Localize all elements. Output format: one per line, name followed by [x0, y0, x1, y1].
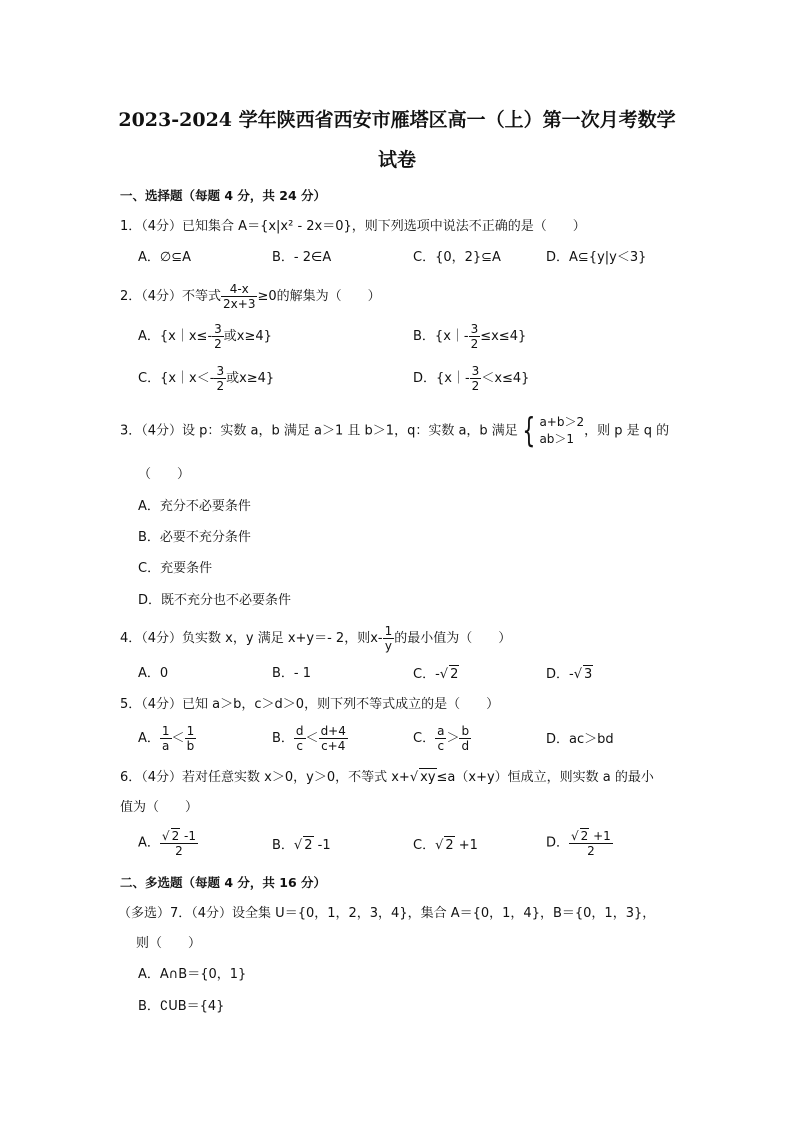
q5-c-d1: c: [437, 739, 445, 753]
q3-option-c: C．充要条件: [138, 561, 213, 576]
q5-b-d1: c: [296, 739, 304, 753]
exam-title-line1: 2023-2024 学年陕西省西安市雁塔区高一（上）第一次月考数学: [118, 109, 676, 131]
q5-a-rel: ＜: [171, 731, 185, 746]
question-2-stem: [120, 282, 381, 311]
q2-d-den: 2: [471, 379, 480, 393]
q2-a-pre: A．{x｜x≤-: [138, 329, 213, 344]
q7-option-b: B．∁UB＝{4}: [138, 999, 225, 1014]
q5-b-rel: ＜: [305, 731, 319, 746]
q2-b-fraction: [469, 322, 481, 351]
q2-d-post: ＜x≤4}: [481, 371, 530, 386]
q6-d-radicand: 2: [580, 829, 589, 843]
q4-frac-num: 1: [384, 624, 393, 638]
q2-c-num: 3: [216, 364, 225, 378]
q6-d-num: √ 2 +1: [571, 829, 611, 843]
q6-stem-pre: 6．（4分）若对任意实数 x＞0，y＞0，不等式 x+: [120, 770, 410, 785]
q6-d-frac: [569, 828, 613, 858]
q3-option-b: B．必要不充分条件: [138, 530, 251, 545]
q6-radicand: xy: [420, 770, 436, 785]
q2-b-den: 2: [470, 337, 479, 351]
q5-b-frac1: [294, 724, 306, 753]
section-heading-single-choice: 一、选择题（每题 4 分，共 24 分）: [120, 188, 327, 203]
q5-c-label: C．: [413, 731, 436, 746]
q4-expr-x: x-: [370, 631, 383, 646]
q5-c-n2: b: [461, 724, 470, 738]
exam-title-line2: 试卷: [377, 149, 416, 171]
q5-a-label: A．: [138, 731, 160, 746]
q2-c-post: 或x≥4}: [226, 371, 275, 386]
q2-d-pre: D．{x｜-: [413, 371, 470, 386]
q4-option-a: A．0: [138, 666, 169, 681]
q1-option-c: C．{0，2}⊆A: [413, 250, 501, 265]
q2-b-pre: B．{x｜-: [413, 329, 469, 344]
q6-a-frac: [160, 828, 198, 858]
q5-a-d1: a: [162, 739, 170, 753]
q6-a-num: √ 2 -1: [161, 829, 196, 843]
q4-frac-den: y: [384, 639, 392, 653]
q4-stem-pre: 4．（4分）负实数 x，y 满足 x+y＝- 2，则: [120, 631, 371, 646]
q2-c-den: 2: [216, 379, 225, 393]
q5-c-frac1: [435, 724, 446, 753]
q3-system-line2: ab＞1: [539, 432, 575, 446]
q5-a-n1: 1: [161, 724, 170, 738]
q6-a-den: 2: [175, 844, 183, 858]
q5-c-frac2: [459, 724, 471, 753]
q2-b-num: 3: [470, 322, 479, 336]
q5-option-c: [413, 724, 471, 753]
q6-option-c: C．√ 2 +1: [413, 838, 478, 853]
q3-option-d: D．既不充分也不必要条件: [138, 593, 292, 608]
question-7-stem: （多选）7．（4分）设全集 U＝{0，1，2，3，4}，集合 A＝{0，1，4}，B＝{0，1，3}，: [118, 906, 656, 921]
q6-a-num-tail: -1: [180, 829, 196, 843]
q5-option-a: [138, 724, 196, 753]
q6-c-tail: +1: [454, 838, 478, 853]
q1-option-a: A．∅⊆A: [138, 250, 192, 265]
q6-option-a: [138, 828, 198, 858]
q2-a-fraction: [212, 322, 224, 351]
q4-fraction: [383, 624, 395, 653]
question-7-line2: 则（ ）: [136, 936, 202, 951]
question-3-stem: [120, 411, 670, 451]
q6-c-label: C．: [413, 838, 436, 853]
q5-b-n2: d+4: [320, 724, 346, 738]
q2-a-post: 或x≥4}: [223, 329, 272, 344]
q6-d-num-tail: +1: [589, 829, 611, 843]
q6-a-radicand: 2: [171, 829, 180, 843]
q5-a-d2: b: [186, 739, 195, 753]
q2-a-den: 2: [214, 337, 222, 351]
q5-b-d2: c+4: [321, 739, 346, 753]
q5-c-rel: ＞: [446, 731, 460, 746]
q5-a-frac2: [185, 724, 197, 753]
q3-brace: {: [522, 411, 536, 451]
q3-system-line1: a+b＞2: [539, 415, 585, 429]
q3-stem-tail: ，则 p 是 q 的: [584, 423, 670, 439]
q6-d-label: D．: [546, 835, 570, 851]
q6-b-label: B．: [272, 838, 294, 853]
q6-b-tail: -1: [313, 838, 331, 853]
question-6-line2: 值为（ ）: [120, 800, 199, 815]
q2-option-a: [138, 322, 272, 351]
q2-stem-pre: 2．（4分）不等式: [120, 289, 222, 304]
q4-option-d: D．-√ 3: [546, 667, 593, 682]
q3-paren: （ ）: [138, 467, 191, 482]
q2-b-post: ≤x≤4}: [480, 329, 527, 344]
q7-option-a: A．A∩B＝{0，1}: [138, 967, 247, 982]
q3-system: [539, 414, 584, 448]
q2-option-d: [413, 364, 529, 393]
q1-option-d: D．A⊆{y|y＜3}: [546, 250, 647, 265]
q6-a-label: A．: [138, 835, 160, 851]
q4-option-b: B．- 1: [272, 666, 312, 681]
q4-c-radicand: 2: [450, 667, 459, 682]
q6-d-den: 2: [587, 844, 595, 858]
q2-d-num: 3: [471, 364, 480, 378]
q5-a-frac1: [160, 724, 172, 753]
q2-option-c: [138, 364, 274, 393]
section-heading-multi-choice: 二、多选题（每题 4 分，共 16 分）: [120, 875, 327, 890]
q4-c-pre: C．-: [413, 667, 440, 682]
q6-option-b: B．√ 2 -1: [272, 838, 331, 853]
q5-a-n2: 1: [186, 724, 195, 738]
q2-d-fraction: [470, 364, 482, 393]
q5-b-n1: d: [295, 724, 304, 738]
q5-option-d: D．ac＞bd: [546, 732, 614, 747]
q2-numerator: 4-x: [221, 282, 257, 297]
q2-c-fraction: [214, 364, 226, 393]
q5-option-b: [272, 724, 348, 753]
q4-d-radicand: 3: [584, 667, 593, 682]
q6-stem-post: ≤a（x+y）恒成立，则实数 a 的最小: [436, 770, 654, 785]
q2-c-pre: C．{x｜x＜-: [138, 371, 215, 386]
q5-c-n1: a: [437, 724, 445, 738]
question-6-stem: 6．（4分）若对任意实数 x＞0，y＞0，不等式 x+√ xy≤a（x+y）恒成立，则实数 a 的最小: [120, 770, 654, 785]
q4-d-pre: D．-: [546, 667, 574, 682]
q2-stem-post: ≥0的解集为（ ）: [257, 289, 381, 304]
q6-c-radicand: 2: [445, 838, 454, 853]
q2-option-b: [413, 322, 526, 351]
q2-a-num: 3: [214, 322, 222, 336]
q6-b-radicand: 2: [304, 838, 313, 853]
q5-c-d2: d: [461, 739, 470, 753]
question-4-stem: [120, 624, 511, 653]
q3-stem-text: 3．（4分）设 p：实数 a，b 满足 a＞1 且 b＞1，q：实数 a，b 满足: [120, 423, 518, 439]
q2-fraction: [221, 282, 257, 311]
q3-option-a: A．充分不必要条件: [138, 499, 251, 514]
q6-option-d: [546, 828, 613, 858]
q5-b-frac2: [319, 724, 348, 753]
question-5-stem: 5．（4分）已知 a＞b，c＞d＞0，则下列不等式成立的是（ ）: [120, 697, 500, 712]
q1-option-b: B．- 2∈A: [272, 250, 332, 265]
q2-denominator: 2x+3: [223, 297, 256, 311]
q4-option-c: C．-√ 2: [413, 667, 459, 682]
q4-stem-post: 的最小值为（ ）: [394, 631, 512, 646]
q5-b-label: B．: [272, 731, 294, 746]
question-1-stem: 1．（4分）已知集合 A＝{x|x² - 2x＝0}，则下列选项中说法不正确的是（ ）: [120, 219, 586, 234]
